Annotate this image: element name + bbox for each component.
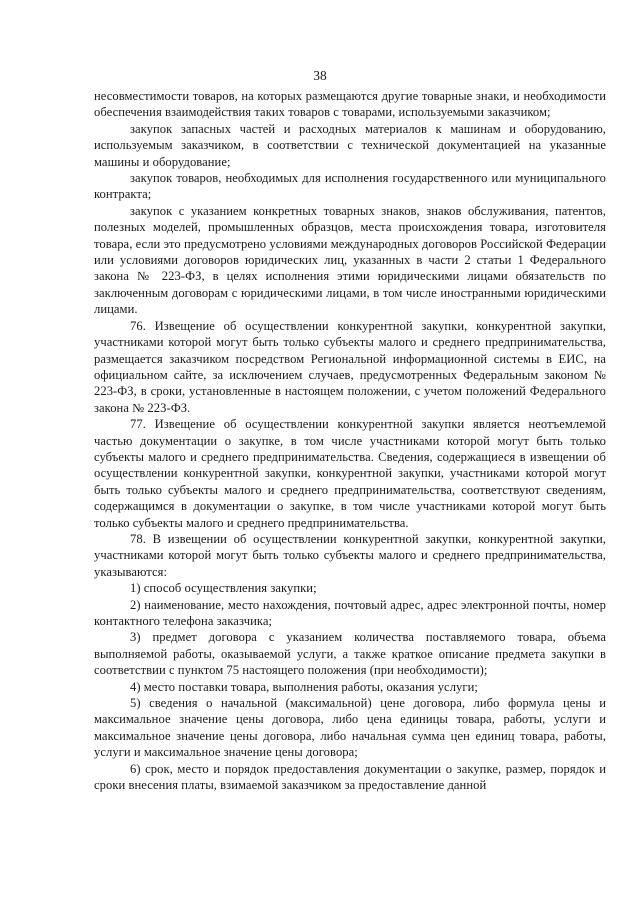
list-item: 5) сведения о начальной (максимальной) цене договора, либо формула цены и максимальное значение цены договора, либо цена единицы товара, работы, услуги и максимальное значение цены договора, либо начальная сумма цен единиц товара, работы, услуги и максимальное значение цены договора;: [94, 696, 606, 760]
clause-77: 77. Извещение об осуществлении конкурентной закупки является неотъемлемой частью документации о закупке, в том числе участниками которой могут быть только субъекты малого и среднего предпринимательства. Сведения, содержащиеся в извещении об осуществлении конкурентной закупки, конкурентной закупки, участниками которой могут быть только субъекты малого и среднего предпринимательства, соответствуют сведениям, содержащимся в документации о закупке, в том числе участниками которой могут быть только субъекты малого и среднего предпринимательства.: [94, 417, 606, 530]
list-item: 6) срок, место и порядок предоставления документации о закупке, размер, порядок и сроки внесения платы, взимаемой заказчиком за предоставление данной: [94, 761, 606, 793]
document-body: [94, 88, 606, 793]
list-item: 2) наименование, место нахождения, почтовый адрес, адрес электронной почты, номер контактного телефона заказчика;: [94, 597, 606, 628]
clause-76: 76. Извещение об осуществлении конкурентной закупки, конкурентной закупки, участниками которой могут быть только субъекты малого и среднего предпринимательства, размещается заказчиком посредством Региональной информационной системы в ЕИС, на официальном сайте, за исключением случаев, предусмотренных Федеральным законом № 223-ФЗ, в сроки, установленные в настоящем положении, с учетом положений Федерального закона № 223-ФЗ.: [94, 318, 606, 415]
paragraph-continuation: несовместимости товаров, на которых размещаются другие товарные знаки, и необходимости обеспечения взаимодействия таких товаров с товарами, используемыми заказчиком;: [94, 89, 606, 120]
list-item: 3) предмет договора с указанием количества поставляемого товара, объема выполняемой работы, оказываемой услуги, а также краткое описание предмета закупки в соответствии с пунктом 75 настоящего положения (при необходимости);: [94, 630, 606, 678]
paragraph: закупок запасных частей и расходных материалов к машинам и оборудованию, используемым заказчиком, в соответствии с технической документацией на указанные машины и оборудование;: [94, 121, 606, 169]
list-item: 4) место поставки товара, выполнения работы, оказания услуги;: [130, 679, 478, 694]
page-number: 38: [313, 68, 327, 83]
list-item: 1) способ осуществления закупки;: [130, 581, 317, 596]
paragraph: закупок с указанием конкретных товарных знаков, знаков обслуживания, патентов, полезных моделей, промышленных образцов, места происхождения товара, изготовителя товара, если это предусмотрено условиями международных договоров Российской Федерации или условиями договоров юридических лиц, указанных в части 2 статьи 1 Федерального закона № 223-ФЗ, в целях исполнения этими юридическими лицами обязательств по заключенным договорам с юридическими лицами, в том числе иностранными юридическими лицами.: [94, 203, 606, 317]
clause-78: 78. В извещении об осуществлении конкурентной закупки, конкурентной закупки, участниками которой могут быть только субъекты малого и среднего предпринимательства, указываются:: [94, 531, 606, 579]
paragraph: закупок товаров, необходимых для исполнения государственного или муниципального контракта;: [94, 171, 606, 202]
